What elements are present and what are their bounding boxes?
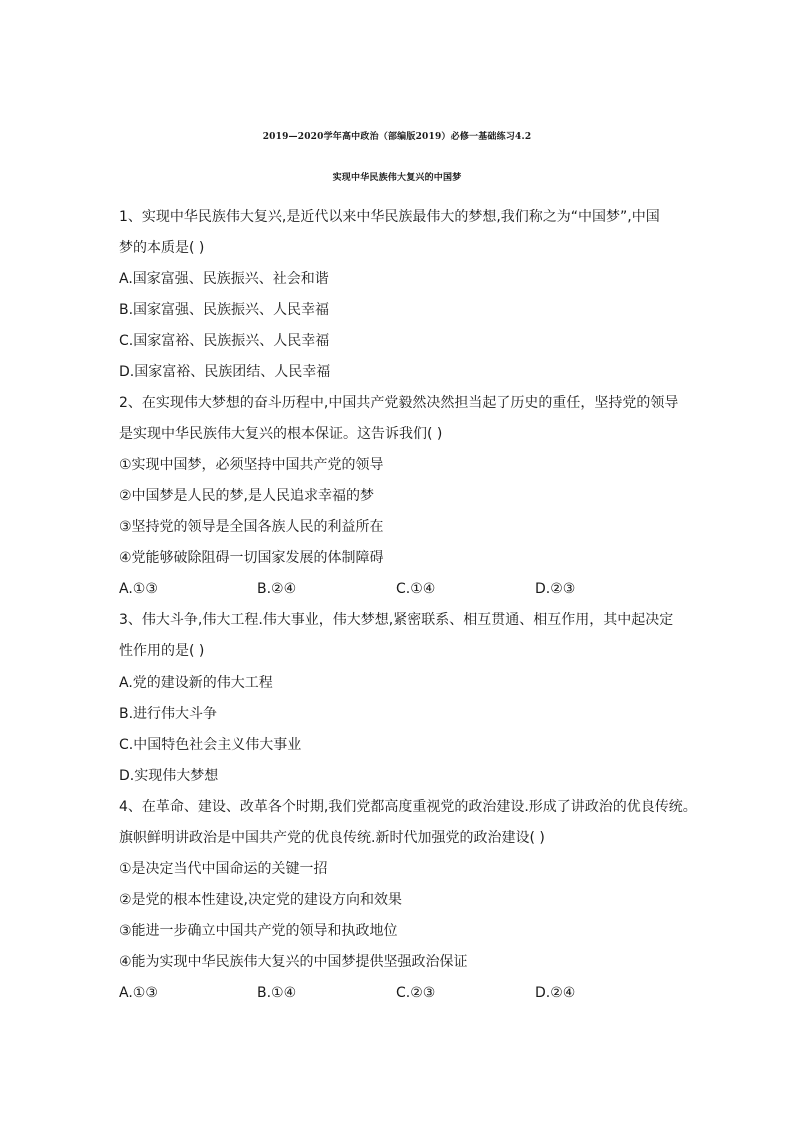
q4-stem-line-1: 4、在革命、建设、改革各个时期,我们党都高度重视党的政治建设.形成了讲政治的优良传统。 [119,799,697,815]
q4-statement-1: ①是决定当代中国命运的关键一招 [119,861,328,877]
q3-option-c: C.中国特色社会主义伟大事业 [119,737,302,753]
q1-option-d: D.国家富裕、民族团结、人民幸福 [119,364,331,380]
q4-stem-line-2: 旗帜鲜明讲政治是中国共产党的优良传统.新时代加强党的政治建设( ) [119,830,545,846]
q4-statement-3: ③能进一步确立中国共产党的领导和执政地位 [119,923,398,939]
q1-option-a: A.国家富强、民族振兴、社会和谐 [119,271,329,287]
q4-statement-2: ②是党的根本性建设,决定党的建设方向和效果 [119,892,402,908]
q3-stem-line-1: 3、伟大斗争,伟大工程.伟大事业，伟大梦想,紧密联系、相互贯通、相互作用，其中起决定 [119,612,674,628]
document-title-line-1: 2019—2020学年高中政治（部编版2019）必修一基础练习4.2 [262,132,532,142]
q4-option-c: C.②③ [396,985,436,1001]
q1-stem-line-2: 梦的本质是( ) [119,240,205,256]
q2-option-a: A.①③ [119,581,158,597]
q2-stem-line-1: 2、在实现伟大梦想的奋斗历程中,中国共产党毅然决然担当起了历史的重任，坚持党的领导 [119,395,679,411]
q1-stem-line-1: 1、实现中华民族伟大复兴,是近代以来中华民族最伟大的梦想,我们称之为“中国梦”,中国 [119,209,660,225]
q3-option-a: A.党的建设新的伟大工程 [119,675,273,691]
q1-option-c: C.国家富裕、民族振兴、人民幸福 [119,333,330,349]
q2-option-c: C.①④ [396,581,436,597]
q3-stem-line-2: 性作用的是( ) [119,643,205,659]
q2-statement-4: ④党能够破除阻碍一切国家发展的体制障碍 [119,550,384,566]
document-title-line-2: 实现中华民族伟大复兴的中国梦 [332,173,462,183]
q4-option-b: B.①④ [257,985,297,1001]
q4-option-d: D.②④ [535,985,576,1001]
q1-option-b: B.国家富强、民族振兴、人民幸福 [119,302,330,318]
q2-statement-1: ①实现中国梦，必须坚持中国共产党的领导 [119,457,384,473]
q4-statement-4: ④能为实现中华民族伟大复兴的中国梦提供坚强政治保证 [119,954,468,970]
q3-option-b: B.进行伟大斗争 [119,706,218,722]
q2-statement-2: ②中国梦是人民的梦,是人民追求幸福的梦 [119,488,374,504]
q2-statement-3: ③坚持党的领导是全国各族人民的利益所在 [119,519,384,535]
q3-option-d: D.实现伟大梦想 [119,768,219,784]
q2-option-d: D.②③ [535,581,576,597]
q2-option-b: B.②④ [257,581,297,597]
q2-stem-line-2: 是实现中华民族伟大复兴的根本保证。这告诉我们( ) [119,426,443,442]
q4-option-a: A.①③ [119,985,158,1001]
